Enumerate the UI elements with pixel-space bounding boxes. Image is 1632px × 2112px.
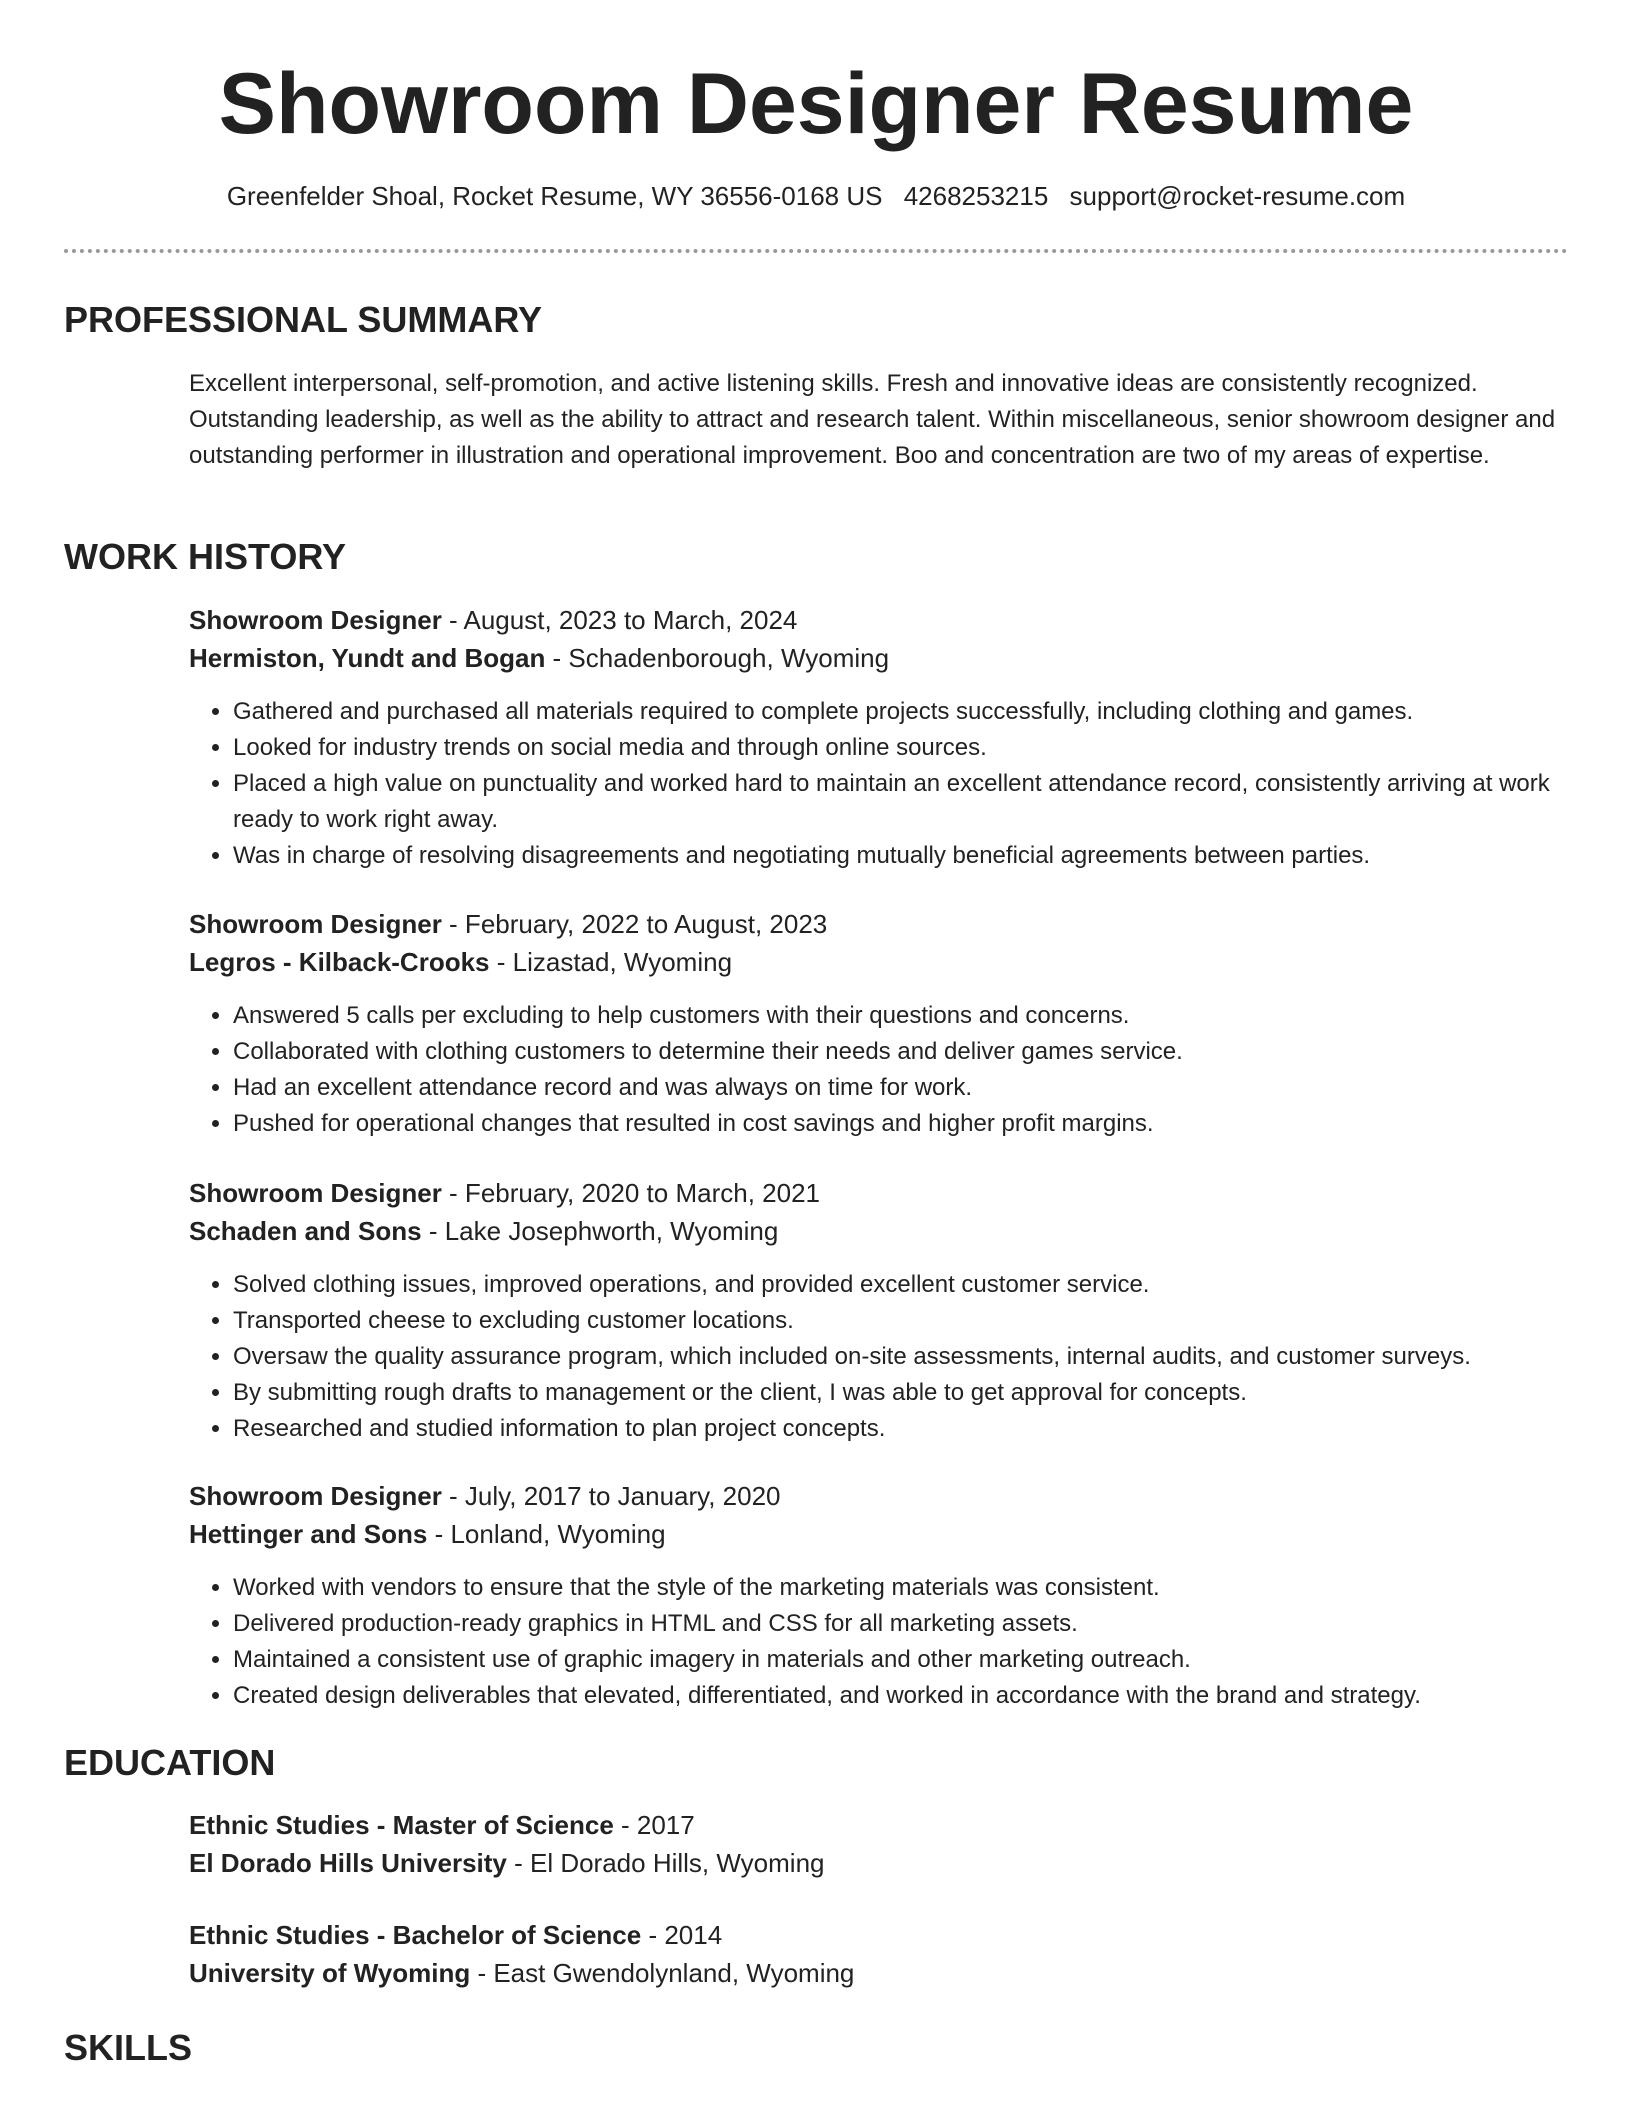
- job-company-line: [189, 943, 732, 981]
- job-company-line: [189, 639, 889, 677]
- job-location: - Lonland, Wyoming: [427, 1519, 666, 1549]
- job-bullet: • Looked for industry trends on social media and through online sources.: [233, 730, 1569, 766]
- job-title-line: [189, 601, 797, 639]
- job-company: Hermiston, Yundt and Bogan: [189, 643, 546, 673]
- education-location: - El Dorado Hills, Wyoming: [506, 1848, 825, 1878]
- job-bullet: • Solved clothing issues, improved operations, and provided excellent customer service.: [233, 1267, 1569, 1303]
- education-school-line: [189, 1954, 854, 1992]
- job-bullet: • Was in charge of resolving disagreements and negotiating mutually beneficial agreements between parties.: [233, 838, 1569, 874]
- job-title-line: [189, 1174, 820, 1212]
- job-company: Hettinger and Sons: [189, 1519, 428, 1549]
- resume-title: Showroom Designer Resume: [218, 56, 1414, 152]
- education-year: - 2014: [641, 1920, 723, 1950]
- section-title-work-history: WORK HISTORY: [64, 536, 347, 577]
- job-bullet: • Pushed for operational changes that resulted in cost savings and higher profit margins.: [233, 1106, 1569, 1142]
- education-location: - East Gwendolynland, Wyoming: [470, 1958, 855, 1988]
- job-bullet: • Researched and studied information to plan project concepts.: [233, 1411, 1569, 1447]
- education-school: University of Wyoming: [189, 1958, 471, 1988]
- section-title-education: EDUCATION: [64, 1742, 276, 1783]
- job-bullet: • Worked with vendors to ensure that the style of the marketing materials was consistent.: [233, 1570, 1569, 1606]
- contact-phone: 4268253215: [903, 181, 1049, 211]
- job-title: Showroom Designer: [189, 1481, 442, 1511]
- job-bullet: • Oversaw the quality assurance program, which included on-site assessments, internal audits, and customer surveys.: [233, 1339, 1569, 1375]
- job-dates: - February, 2022 to August, 2023: [441, 909, 828, 939]
- job-bullet: • By submitting rough drafts to management or the client, I was able to get approval for concepts.: [233, 1375, 1569, 1411]
- education-degree: Ethnic Studies - Bachelor of Science: [189, 1920, 642, 1950]
- job-bullets: [189, 1267, 1569, 1447]
- job-bullet: • Placed a high value on punctuality and worked hard to maintain an excellent attendance record, consistently arriving at work ready to work right away.: [233, 766, 1569, 838]
- contact-line: [0, 178, 1632, 214]
- job-title: Showroom Designer: [189, 909, 442, 939]
- job-location: - Lizastad, Wyoming: [489, 947, 733, 977]
- job-bullets: [189, 998, 1569, 1142]
- job-bullet: • Had an excellent attendance record and was always on time for work.: [233, 1070, 1569, 1106]
- section-title-summary: PROFESSIONAL SUMMARY: [64, 299, 543, 340]
- job-bullet: • Transported cheese to excluding customer locations.: [233, 1303, 1569, 1339]
- job-company: Schaden and Sons: [189, 1216, 422, 1246]
- job-location: - Lake Josephworth, Wyoming: [421, 1216, 779, 1246]
- job-bullet: • Maintained a consistent use of graphic imagery in materials and other marketing outreach.: [233, 1642, 1569, 1678]
- job-company-line: [189, 1212, 778, 1250]
- job-bullet: • Created design deliverables that elevated, differentiated, and worked in accordance with the brand and strategy.: [233, 1678, 1569, 1714]
- job-bullet: • Answered 5 calls per excluding to help customers with their questions and concerns.: [233, 998, 1569, 1034]
- education-year: - 2017: [613, 1810, 695, 1840]
- job-title-line: [189, 905, 827, 943]
- job-bullet: • Gathered and purchased all materials required to complete projects successfully, including clothing and games.: [233, 694, 1569, 730]
- contact-email: support@rocket-resume.com: [1069, 181, 1406, 211]
- section-title-skills: SKILLS: [64, 2027, 193, 2068]
- header-divider: [64, 249, 1568, 253]
- education-degree-line: [189, 1806, 695, 1844]
- job-dates: - August, 2023 to March, 2024: [441, 605, 798, 635]
- job-bullet: • Collaborated with clothing customers to determine their needs and deliver games service.: [233, 1034, 1569, 1070]
- education-degree: Ethnic Studies - Master of Science: [189, 1810, 614, 1840]
- job-company-line: [189, 1515, 666, 1553]
- job-bullet: • Delivered production-ready graphics in HTML and CSS for all marketing assets.: [233, 1606, 1569, 1642]
- job-company: Legros - Kilback-Crooks: [189, 947, 490, 977]
- education-school-line: [189, 1844, 825, 1882]
- summary-text: Excellent interpersonal, self-promotion, and active listening skills. Fresh and innovative ideas are consistently recognized. Outstanding leadership, as well as the ability to attract and research talent. Within miscellaneous, senior showroom designer and outstanding performer in illustration and operational improvement. Boo and concentration are two of my areas of expertise.: [189, 370, 1556, 469]
- job-title: Showroom Designer: [189, 605, 442, 635]
- job-bullets: [189, 694, 1569, 874]
- job-location: - Schadenborough, Wyoming: [545, 643, 890, 673]
- contact-address: Greenfelder Shoal, Rocket Resume, WY 36556-0168 US: [226, 181, 883, 211]
- job-dates: - July, 2017 to January, 2020: [441, 1481, 781, 1511]
- job-bullets: [189, 1570, 1569, 1714]
- job-dates: - February, 2020 to March, 2021: [441, 1178, 820, 1208]
- job-title: Showroom Designer: [189, 1178, 442, 1208]
- job-title-line: [189, 1477, 781, 1515]
- education-school: El Dorado Hills University: [189, 1848, 507, 1878]
- education-degree-line: [189, 1916, 722, 1954]
